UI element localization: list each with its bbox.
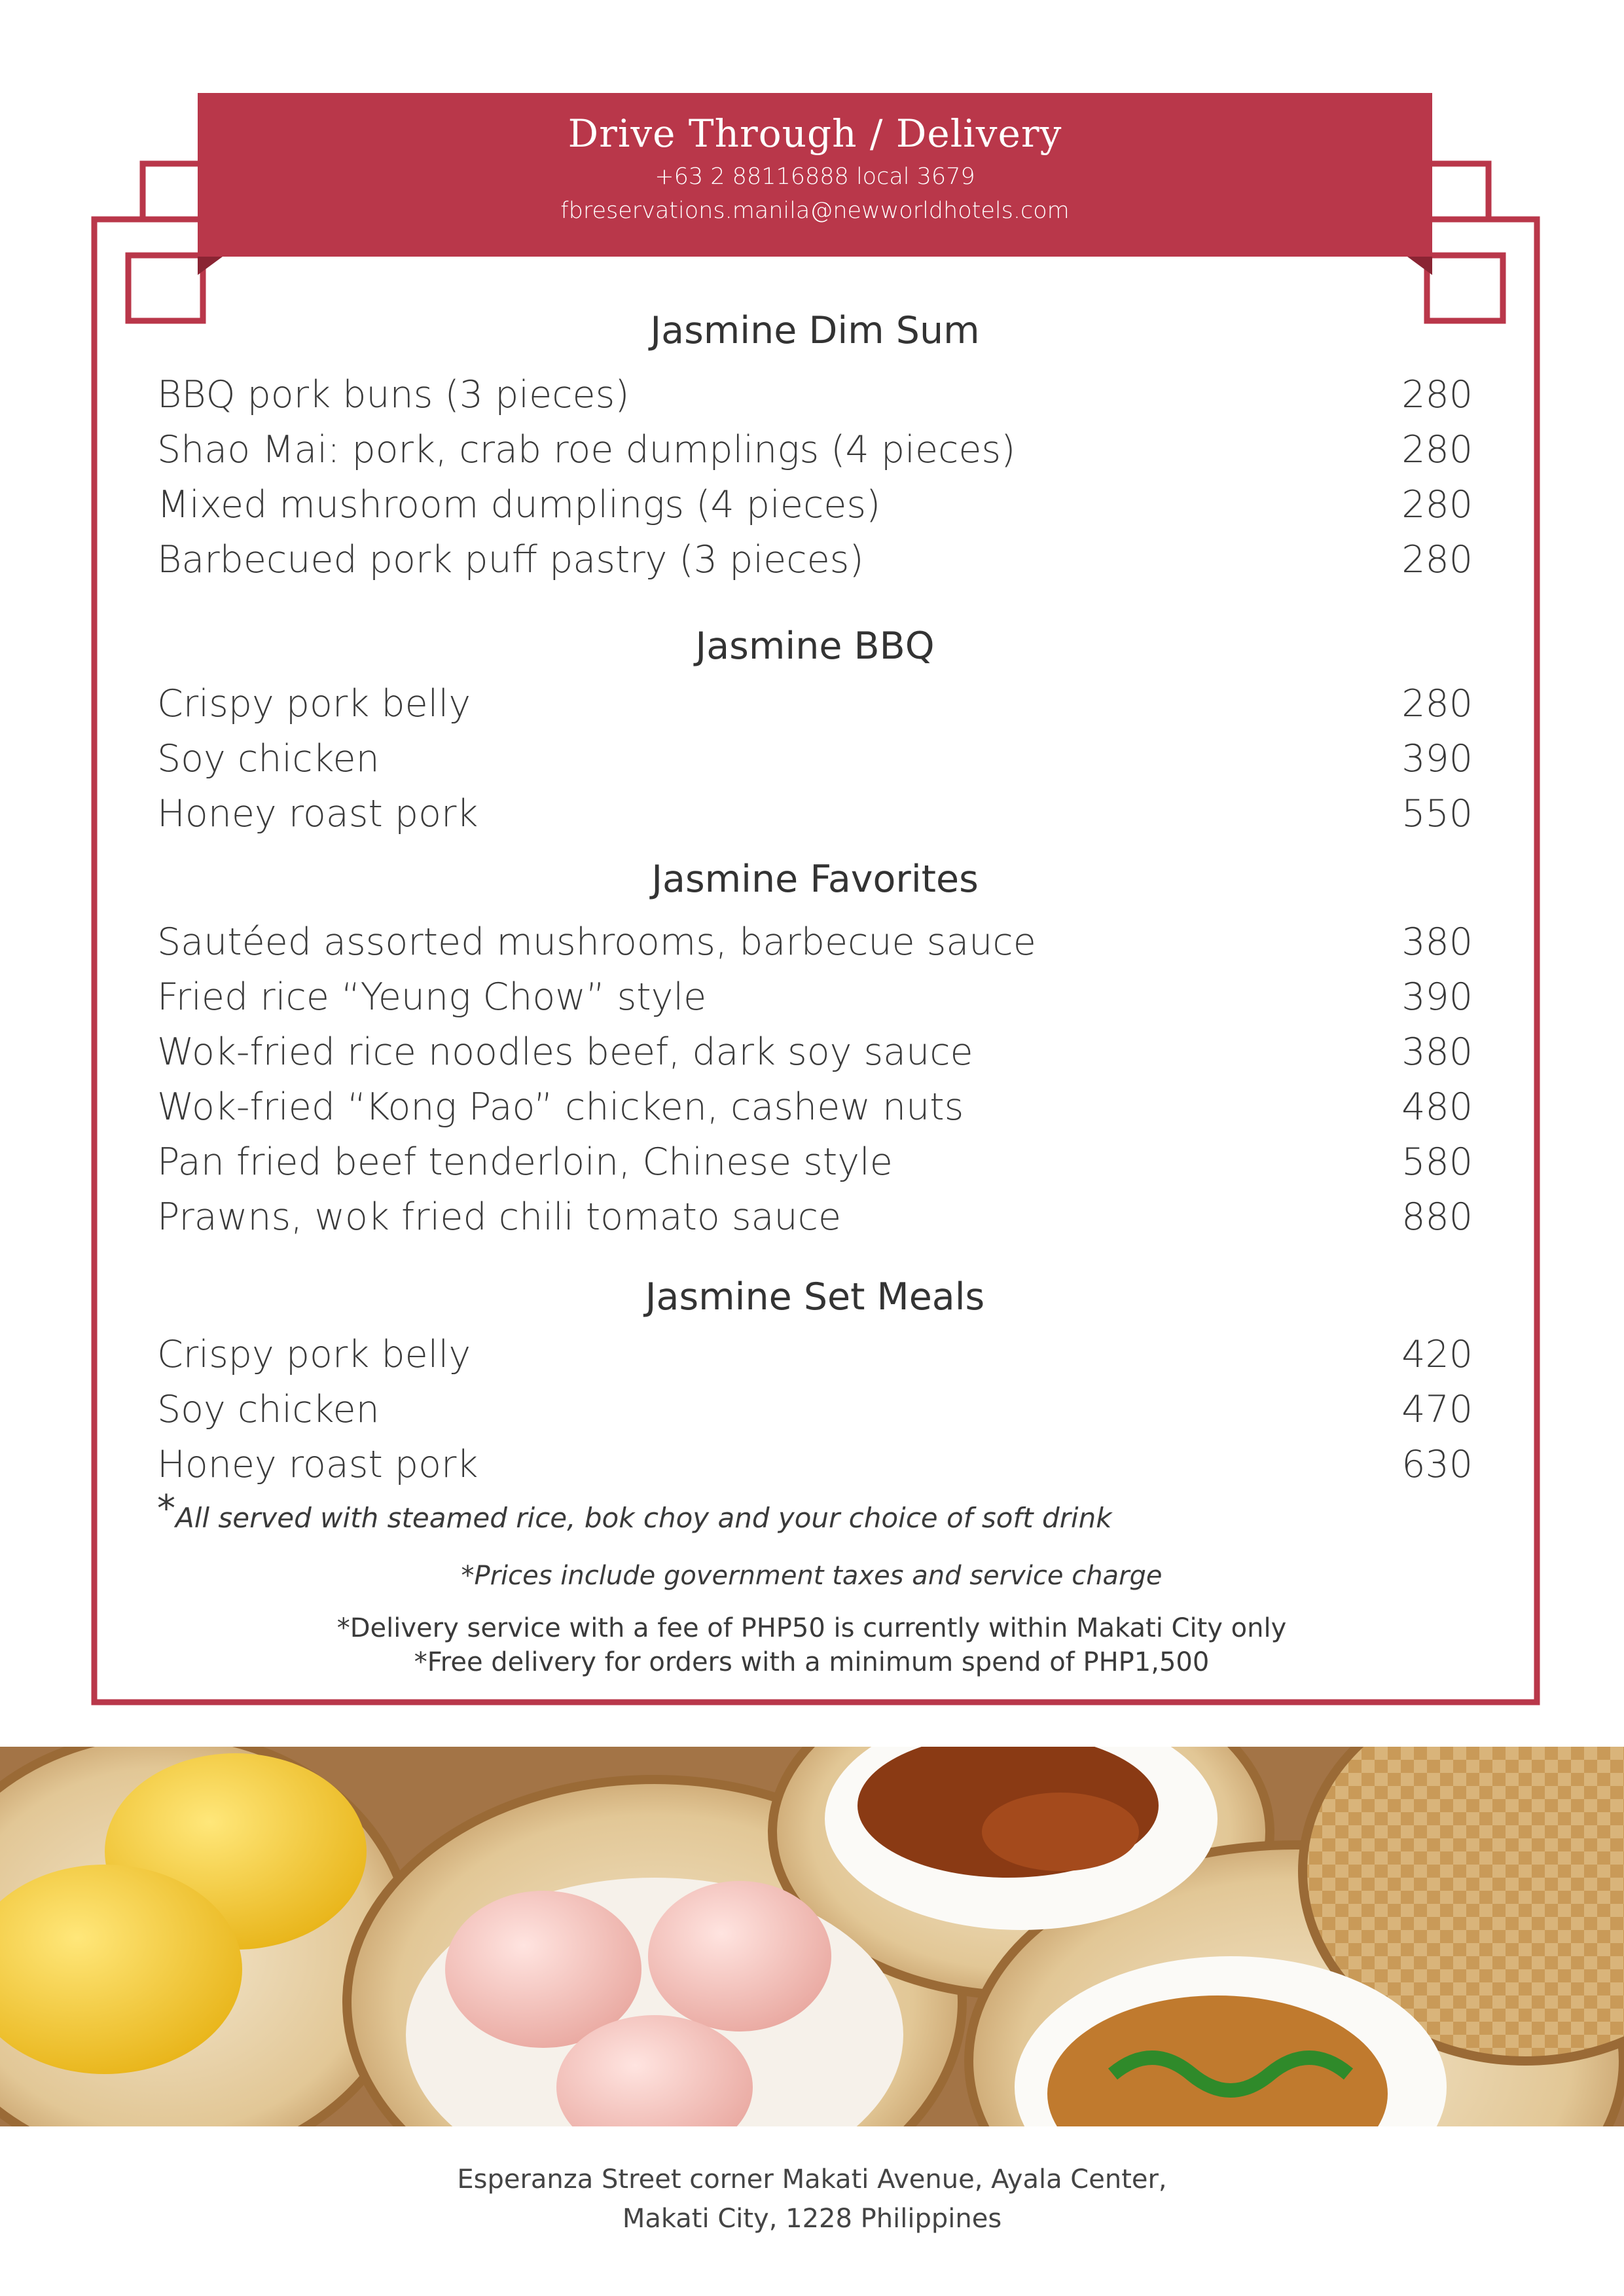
note-asterisk: * (157, 1487, 175, 1530)
item-price: 280 (1401, 373, 1473, 416)
item-price: 580 (1401, 1140, 1473, 1184)
menu-item (157, 1030, 1473, 1085)
menu-item (157, 1140, 1473, 1195)
banner-fold-right (1407, 257, 1432, 275)
delivery-fee-note: *Delivery service with a fee of PHP50 is currently within Makati City only (336, 1613, 1287, 1643)
dim-sum-photo (0, 1747, 1624, 2126)
menu-item (157, 792, 1473, 847)
item-name: Crispy pork belly (157, 682, 471, 725)
prices-note: *Prices include government taxes and service charge (461, 1561, 1163, 1591)
address-line-2: Makati City, 1228 Philippines (622, 2204, 1002, 2234)
item-price: 420 (1401, 1333, 1473, 1376)
menu-item (157, 483, 1473, 538)
address-line-1: Esperanza Street corner Makati Avenue, Ayala Center, (457, 2164, 1167, 2195)
item-name: Fried rice “Yeung Chow” style (157, 975, 707, 1019)
menu-item (157, 373, 1473, 428)
item-price: 480 (1401, 1085, 1473, 1129)
item-name: BBQ pork buns (3 pieces) (157, 373, 630, 416)
item-name: Soy chicken (157, 1388, 380, 1431)
item-name: Shao Mai: pork, crab roe dumplings (4 pieces) (157, 428, 1016, 471)
set-meal-note-text: All served with steamed rice, bok choy and your choice of soft drink (175, 1502, 1112, 1534)
header-email[interactable]: fbreservations.manila@newworldhotels.com (560, 198, 1070, 224)
item-price: 280 (1401, 483, 1473, 526)
free-delivery-note: *Free delivery for orders with a minimum spend of PHP1,500 (414, 1647, 1210, 1677)
menu-item (157, 737, 1473, 792)
item-name: Sautéed assorted mushrooms, barbecue sauce (157, 920, 1036, 964)
item-price: 880 (1401, 1195, 1473, 1239)
header-phone[interactable]: +63 2 88116888 local 3679 (655, 164, 975, 190)
item-price: 630 (1401, 1443, 1473, 1486)
item-price: 550 (1401, 792, 1473, 835)
item-price: 380 (1401, 1030, 1473, 1074)
item-name: Honey roast pork (157, 1443, 478, 1486)
item-price: 280 (1401, 428, 1473, 471)
header-banner (198, 93, 1432, 257)
menu-item (157, 975, 1473, 1030)
item-name: Crispy pork belly (157, 1333, 471, 1376)
item-price: 390 (1401, 975, 1473, 1019)
section-title-dim-sum: Jasmine Dim Sum (650, 309, 980, 352)
menu-item (157, 1085, 1473, 1140)
menu-item (157, 1388, 1473, 1443)
right-key-ornament (1427, 164, 1503, 321)
header-title: Drive Through / Delivery (568, 111, 1062, 156)
item-price: 390 (1401, 737, 1473, 780)
item-name: Barbecued pork puff pastry (3 pieces) (157, 538, 864, 581)
dim-sum-illustration (0, 1747, 1624, 2126)
section-title-set-meals: Jasmine Set Meals (645, 1275, 985, 1319)
set-meal-note (157, 1487, 1112, 1534)
menu-item (157, 682, 1473, 737)
item-name: Wok-fried “Kong Pao” chicken, cashew nuts (157, 1085, 964, 1129)
item-price: 470 (1401, 1388, 1473, 1431)
item-name: Mixed mushroom dumplings (4 pieces) (157, 483, 881, 526)
menu-item (157, 1333, 1473, 1388)
item-name: Prawns, wok fried chili tomato sauce (157, 1195, 842, 1239)
item-name: Honey roast pork (157, 792, 478, 835)
menu-item (157, 1195, 1473, 1250)
item-name: Wok-fried rice noodles beef, dark soy sauce (157, 1030, 973, 1074)
section-title-bbq: Jasmine BBQ (695, 625, 935, 668)
item-name: Pan fried beef tenderloin, Chinese style (157, 1140, 893, 1184)
left-key-ornament (128, 164, 203, 321)
item-price: 280 (1401, 538, 1473, 581)
menu-item (157, 538, 1473, 593)
menu-item (157, 428, 1473, 483)
item-price: 280 (1401, 682, 1473, 725)
menu-item (157, 920, 1473, 975)
banner-fold-left (198, 257, 223, 275)
section-title-favorites: Jasmine Favorites (651, 858, 979, 901)
item-price: 380 (1401, 920, 1473, 964)
item-name: Soy chicken (157, 737, 380, 780)
